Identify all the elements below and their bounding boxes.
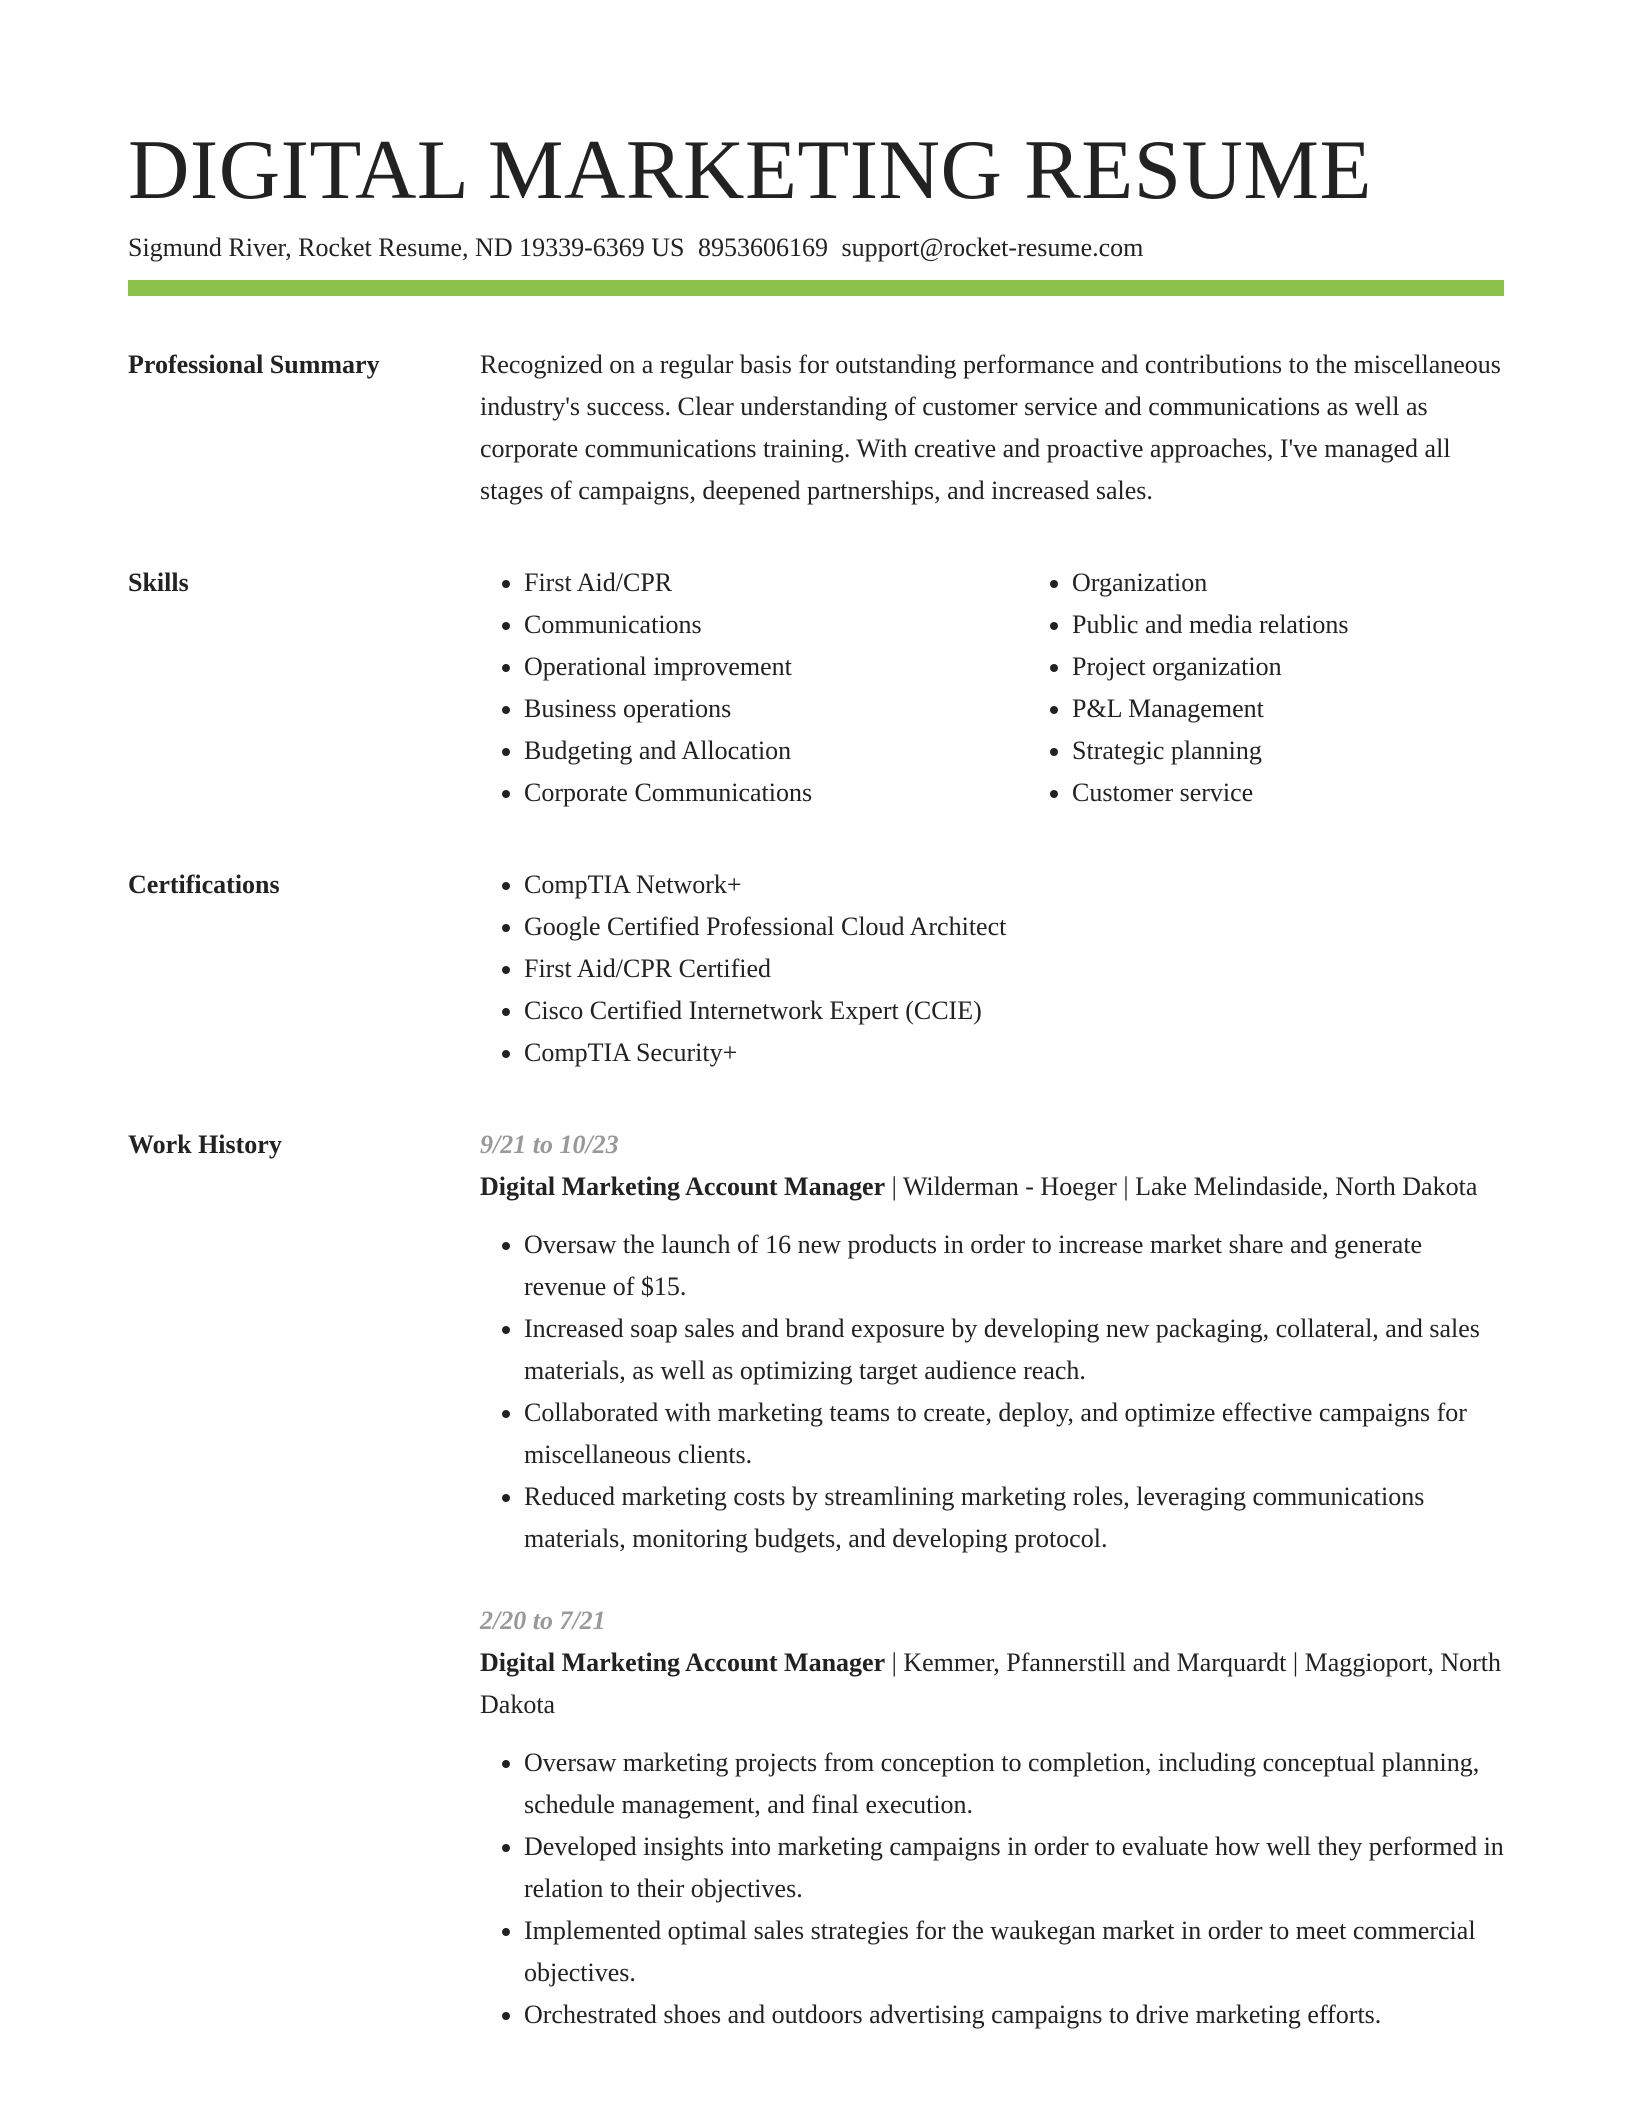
- skill-item: • Budgeting and Allocation: [524, 730, 1028, 772]
- job-bullets: [480, 1224, 1504, 1560]
- skills-list-right: [1028, 562, 1576, 814]
- skill-item: • Corporate Communications: [524, 772, 1028, 814]
- certifications-section: [128, 864, 1504, 1074]
- contact-email: support@rocket-resume.com: [841, 233, 1144, 262]
- contact-address: Sigmund River, Rocket Resume, ND 19339-6369 US: [128, 233, 685, 262]
- job-bullet: • Oversaw marketing projects from conception to completion, including conceptual planning, schedule management, and final execution.: [524, 1742, 1504, 1826]
- section-label: Work History: [128, 1130, 282, 1159]
- certifications-list: [480, 864, 1504, 1074]
- summary-text: Recognized on a regular basis for outstanding performance and contributions to the miscellaneous industry's success. Clear understanding of customer service and communications as well as corporate communications training. With creative and proactive approaches, I've managed all stages of campaigns, deepened partnerships, and increased sales.: [480, 350, 1501, 505]
- job-bullet: • Oversaw the launch of 16 new products in order to increase market share and generate revenue of $15.: [524, 1224, 1504, 1308]
- skill-item: • Organization: [1072, 562, 1576, 604]
- job-dates: 9/21 to 10/23: [480, 1130, 619, 1159]
- certification-item: • First Aid/CPR Certified: [524, 948, 1504, 990]
- job-dates: 2/20 to 7/21: [480, 1606, 606, 1635]
- job-entry: [480, 1600, 1504, 2036]
- job-bullet: • Collaborated with marketing teams to create, deploy, and optimize effective campaigns for miscellaneous clients.: [524, 1392, 1504, 1476]
- job-details: | Wilderman - Hoeger | Lake Melindaside, North Dakota: [885, 1172, 1478, 1201]
- job-entry: [480, 1124, 1504, 1560]
- resume-title: DIGITAL MARKETING RESUME: [128, 123, 1372, 217]
- skill-item: • Operational improvement: [524, 646, 1028, 688]
- resume-page: [128, 120, 1504, 2036]
- certification-item: • CompTIA Security+: [524, 1032, 1504, 1074]
- certification-item: • Cisco Certified Internetwork Expert (CCIE): [524, 990, 1504, 1032]
- skill-item: • Public and media relations: [1072, 604, 1576, 646]
- skill-item: • Customer service: [1072, 772, 1576, 814]
- skill-item: • Business operations: [524, 688, 1028, 730]
- job-title: Digital Marketing Account Manager: [480, 1648, 886, 1677]
- skill-item: • Project organization: [1072, 646, 1576, 688]
- job-title: Digital Marketing Account Manager: [480, 1172, 886, 1201]
- summary-section: [128, 344, 1504, 512]
- certification-item: • CompTIA Network+: [524, 864, 1504, 906]
- job-heading: [480, 1166, 1504, 1208]
- certification-item: • Google Certified Professional Cloud Architect: [524, 906, 1504, 948]
- section-label: Professional Summary: [128, 350, 380, 379]
- skills-section: [128, 562, 1504, 814]
- job-heading: [480, 1642, 1504, 1726]
- skill-item: • Strategic planning: [1072, 730, 1576, 772]
- job-bullet: • Implemented optimal sales strategies for the waukegan market in order to meet commercial objectives.: [524, 1910, 1504, 1994]
- skill-item: • First Aid/CPR: [524, 562, 1028, 604]
- job-details: | Kemmer, Pfannerstill and Marquardt | Maggioport, North Dakota: [480, 1648, 1502, 1719]
- job-bullets: [480, 1742, 1504, 2036]
- job-bullet: • Developed insights into marketing campaigns in order to evaluate how well they performed in relation to their objectives.: [524, 1826, 1504, 1910]
- section-label: Skills: [128, 568, 189, 597]
- skill-item: • P&L Management: [1072, 688, 1576, 730]
- contact-line: [128, 230, 1504, 266]
- contact-phone: 8953606169: [698, 233, 828, 262]
- skills-list-left: [480, 562, 1028, 814]
- job-bullet: • Orchestrated shoes and outdoors advertising campaigns to drive marketing efforts.: [524, 1994, 1504, 2036]
- section-label: Certifications: [128, 870, 280, 899]
- work-history-section: [128, 1124, 1504, 2036]
- job-bullet: • Increased soap sales and brand exposure by developing new packaging, collateral, and sales materials, as well as optimizing target audience reach.: [524, 1308, 1504, 1392]
- job-bullet: • Reduced marketing costs by streamlining marketing roles, leveraging communications materials, monitoring budgets, and developing protocol.: [524, 1476, 1504, 1560]
- header-divider: [128, 280, 1504, 296]
- skill-item: • Communications: [524, 604, 1028, 646]
